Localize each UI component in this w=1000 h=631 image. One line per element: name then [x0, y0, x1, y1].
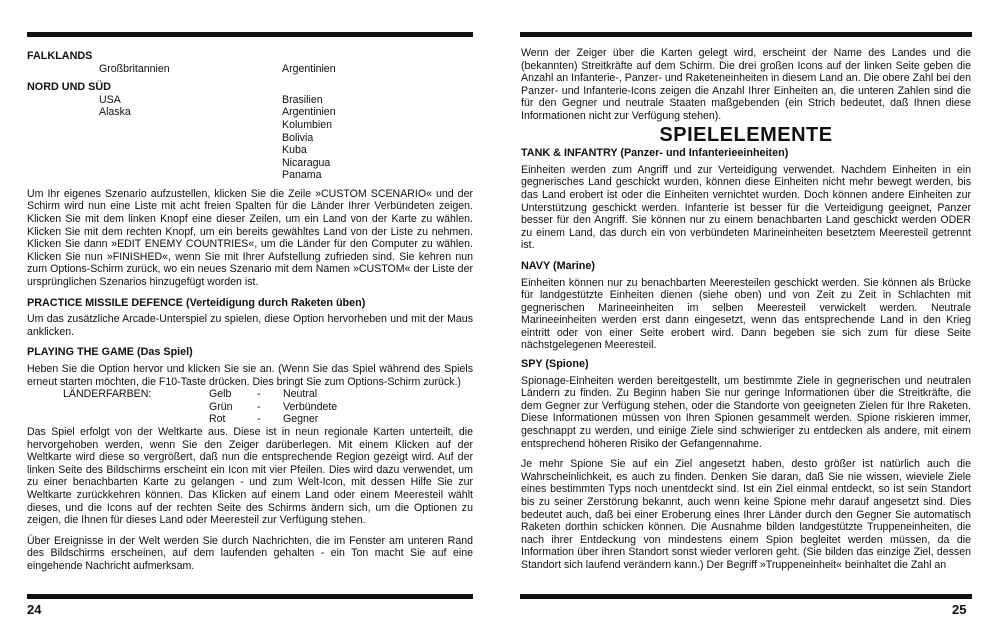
enemy-country: Bolivia [282, 131, 314, 144]
practice-heading: PRACTICE MISSILE DEFENCE (Verteidigung durch Raketen üben) [27, 296, 366, 309]
color-meaning: Verbündete [283, 400, 338, 413]
custom-scenario-paragraph: Um Ihr eigenes Szenario aufzustellen, klicken Sie die Zeile »CUSTOM SCENARIO« und der Schirm wird nun eine Liste mit acht freien Spalten für die Länder Ihrer Verbündeten zeigen. Klicken Sie mit dem linken Knopf eine dieser Zeilen, um ein Land von der Karte zu wählen. Klicken Sie mit dem rechten Knopf, um ein bereits gewähltes Land von der Liste zu nehmen. Klicken Sie dann »EDIT ENEMY COUNTRIES«, um die Länder für den Computer zu wählen. Klicken Sie nun »FINISHED«, wenn Sie mit Ihrer Aufstellung zufrieden sind. Sie kehren nun zum Options-Schirm zurück, wo ein neues Szenario mit dem Namen »CUSTOM« der Liste der ursprünglichen Szenarios hinzugefügt worden ist. [27, 187, 473, 288]
tank-heading: TANK & INFANTRY (Panzer- und Infanterieeinheiten) [521, 147, 789, 160]
laenderfarben-table: LÄNDERFARBEN: Gelb - Neutral Grün - Verbündete Rot - Gegner [63, 388, 338, 426]
enemy-country: Brasilien [282, 93, 323, 106]
color-meaning: Gegner [283, 413, 319, 426]
ally-country: Alaska [99, 106, 131, 119]
color-name: Rot [209, 413, 226, 426]
color-name: Gelb [209, 388, 232, 401]
practice-paragraph: Um das zusätzliche Arcade-Unterspiel zu spielen, diese Option hervorheben und mit der Maus anklicken. [27, 313, 473, 338]
enemy-country: Kolumbien [282, 118, 333, 131]
spy-heading: SPY (Spione) [521, 358, 589, 371]
color-meaning: Neutral [283, 388, 318, 401]
playing-heading: PLAYING THE GAME (Das Spiel) [27, 346, 193, 359]
enemy-country: Nicaragua [282, 156, 331, 169]
nord-sued-heading: NORD UND SÜD [27, 81, 111, 94]
page-number: 25 [952, 602, 967, 617]
bottom-rule [520, 594, 972, 599]
top-rule [27, 32, 473, 37]
left-page-content [27, 50, 473, 573]
falklands-ally: Großbritannien [99, 62, 170, 75]
navy-paragraph: Einheiten können nur zu benachbarten Meeresteilen geschickt werden. Sie können als Brücke für landgestützte Einheiten dienen (siehe oben) und von Zeit zu Zeit in Schlachten mit gegnerischen Marineeinheiten im selben Meeresteil verwickelt werden. Neutrale Marineeinheiten werden erst dann eingesetzt, wenn das entsprechende Land in den Krieg eintritt oder von einer Seite erobert wird. Dann begeben sie sich zum für diese Seite nächstgelegenen Meeresteil. [521, 276, 972, 352]
spy-paragraph-1: Spionage-Einheiten werden bereitgestellt, um bestimmte Ziele in gegnerischen und neutralen Ländern zu finden. Zu Beginn haben Sie nur geringe Informationen über die Streitkräfte, die dem Gegner zur Verfügung stehen, oder die Standorte von geeigneten Zielen für Ihre Raketen. Diese Informationen müssen von Ihren Spionen gesammelt werden. Spione riskieren immer, geschnappt zu werden, und einige Ziele sind schwieriger zu entdecken als andere, mit einem entsprechend höheren Risiko der Gefangennahme. [521, 374, 971, 450]
color-name: Grün [209, 400, 233, 413]
tank-paragraph: Einheiten werden zum Angriff und zur Verteidigung verwendet. Nachdem Einheiten in ein gegnerisches Land geschickt wurden, können diese Einheiten nicht mehr bewegt werden, bis das Land erobert ist oder die Einheiten vernichtet wurden. Doch können andere Einheiten zur Unterstützung geschickt werden. Infanterie ist besser für die Verteidigung geeignet, Panzer besser für den Angriff. Sie können nur zu einem benachbarten Land geschickt werden ODER zu einem Land, das durch ein von verbündeten Marineinheiten besetztem Meeresteil getrennt ist. [521, 163, 971, 252]
right-page [500, 0, 1000, 631]
intro-paragraph: Wenn der Zeiger über die Karten gelegt wird, erscheint der Name des Landes und die (bekannten) Streitkräfte auf dem Schirm. Die drei großen Icons auf der linken Seite geben die Anzahl an Infanterie-, Panzer- und Raketeneinheiten in diesem Land an. Die obere Zahl bei den Panzer- und Infanterie-Icons zeigen die Anzahl Ihrer Einheiten an, die unteren Zahlen sind die für den Gegner und neutrale Staaten maßgebenden (ein Strich bedeutet, daß Ihnen diese Informationen nicht zur Verfügung stehen). [521, 47, 971, 122]
playing-paragraph: Das Spiel erfolgt von der Weltkarte aus. Diese ist in neun regionale Karten unterteilt, die hervorgehoben werden, wenn Sie den Zeiger darüberlegen. Mit einem Klicken auf der Weltkarte wird diese so vergrößert, daß nun die entsprechende Region gezeigt wird. Auf der linken Seite des Bildschirms erscheint ein Icon mit vier Pfeilen. Dies wird dazu verwendet, um zu einer benachbarten Karte zu gelangen - und zum Welt-Icon, mit dessen Hilfe Sie zur Weltkarte zurückkehren können. Das Klicken auf einem Land oder einem Meeresteil wählt dieses, und die Icons auf der rechten Seite des Schirms ändern sich, um die Optionen zu zeigen, die Ihnen für dieses Land oder Meeresteil zur Verfügung stehen. [27, 426, 473, 527]
falklands-row [27, 63, 473, 76]
nord-sued-table [27, 94, 473, 184]
bottom-rule [27, 594, 473, 599]
playing-intro-paragraph: Heben Sie die Option hervor und klicken Sie sie an. (Wenn Sie das Spiel während des Spiels erneut starten möchten, die F10-Taste drücken. Dies bringt Sie zum Options-Schirm zurück.) [27, 362, 473, 388]
spy-paragraph-2: Je mehr Spione Sie auf ein Ziel angesetzt haben, desto größer ist natürlich auch die Wahrscheinlichkeit, es auch zu finden. Denken Sie daran, daß Sie nie wissen, wieviele Ziele eines bestimmten Typs noch unentdeckt sind. Ist ein Ziel einmal entdeckt, so ist sein Standort bis zu seiner Zerstörung bekannt, auch wenn keine Spione mehr darauf angesetzt sind. Dies bedeutet auch, daß bei einer Eroberung eines Ihrer Länder durch den Gegner Sie automatisch Raketen dorthin schicken können. Die Ausnahme bilden landgestützte Truppeneinheiten, die nach ihrer Entdeckung von mindestens einem Spion begleitet werden müssen, da die Information über ihren Standort sonst wieder verloren geht. (Sie bilden das einzige Ziel, dessen Standort sich laufend verändern kann.) Der Begriff »Truppeneinheit« beinhaltet die Zahl an [521, 458, 971, 571]
laenderfarben-label: LÄNDERFARBEN: [63, 388, 152, 401]
enemy-country: Panama [282, 169, 322, 182]
ally-country: USA [99, 93, 121, 106]
section-title: SPIELELEMENTE [659, 123, 833, 146]
top-rule [520, 32, 972, 37]
falklands-heading: FALKLANDS [27, 50, 93, 62]
page-number: 24 [27, 602, 42, 617]
right-page-content [521, 47, 971, 572]
falklands-enemy: Argentinien [282, 62, 336, 75]
enemy-country: Argentinien [282, 106, 336, 119]
events-paragraph: Über Ereignisse in der Welt werden Sie durch Nachrichten, die im Fenster am unteren Rand des Bildschirms erscheinen, auf dem laufenden gehalten - ein Ton macht Sie auf eine eingehende Nachricht aufmerksam. [27, 534, 473, 573]
navy-heading: NAVY (Marine) [521, 259, 595, 272]
enemy-country: Kuba [282, 144, 307, 157]
